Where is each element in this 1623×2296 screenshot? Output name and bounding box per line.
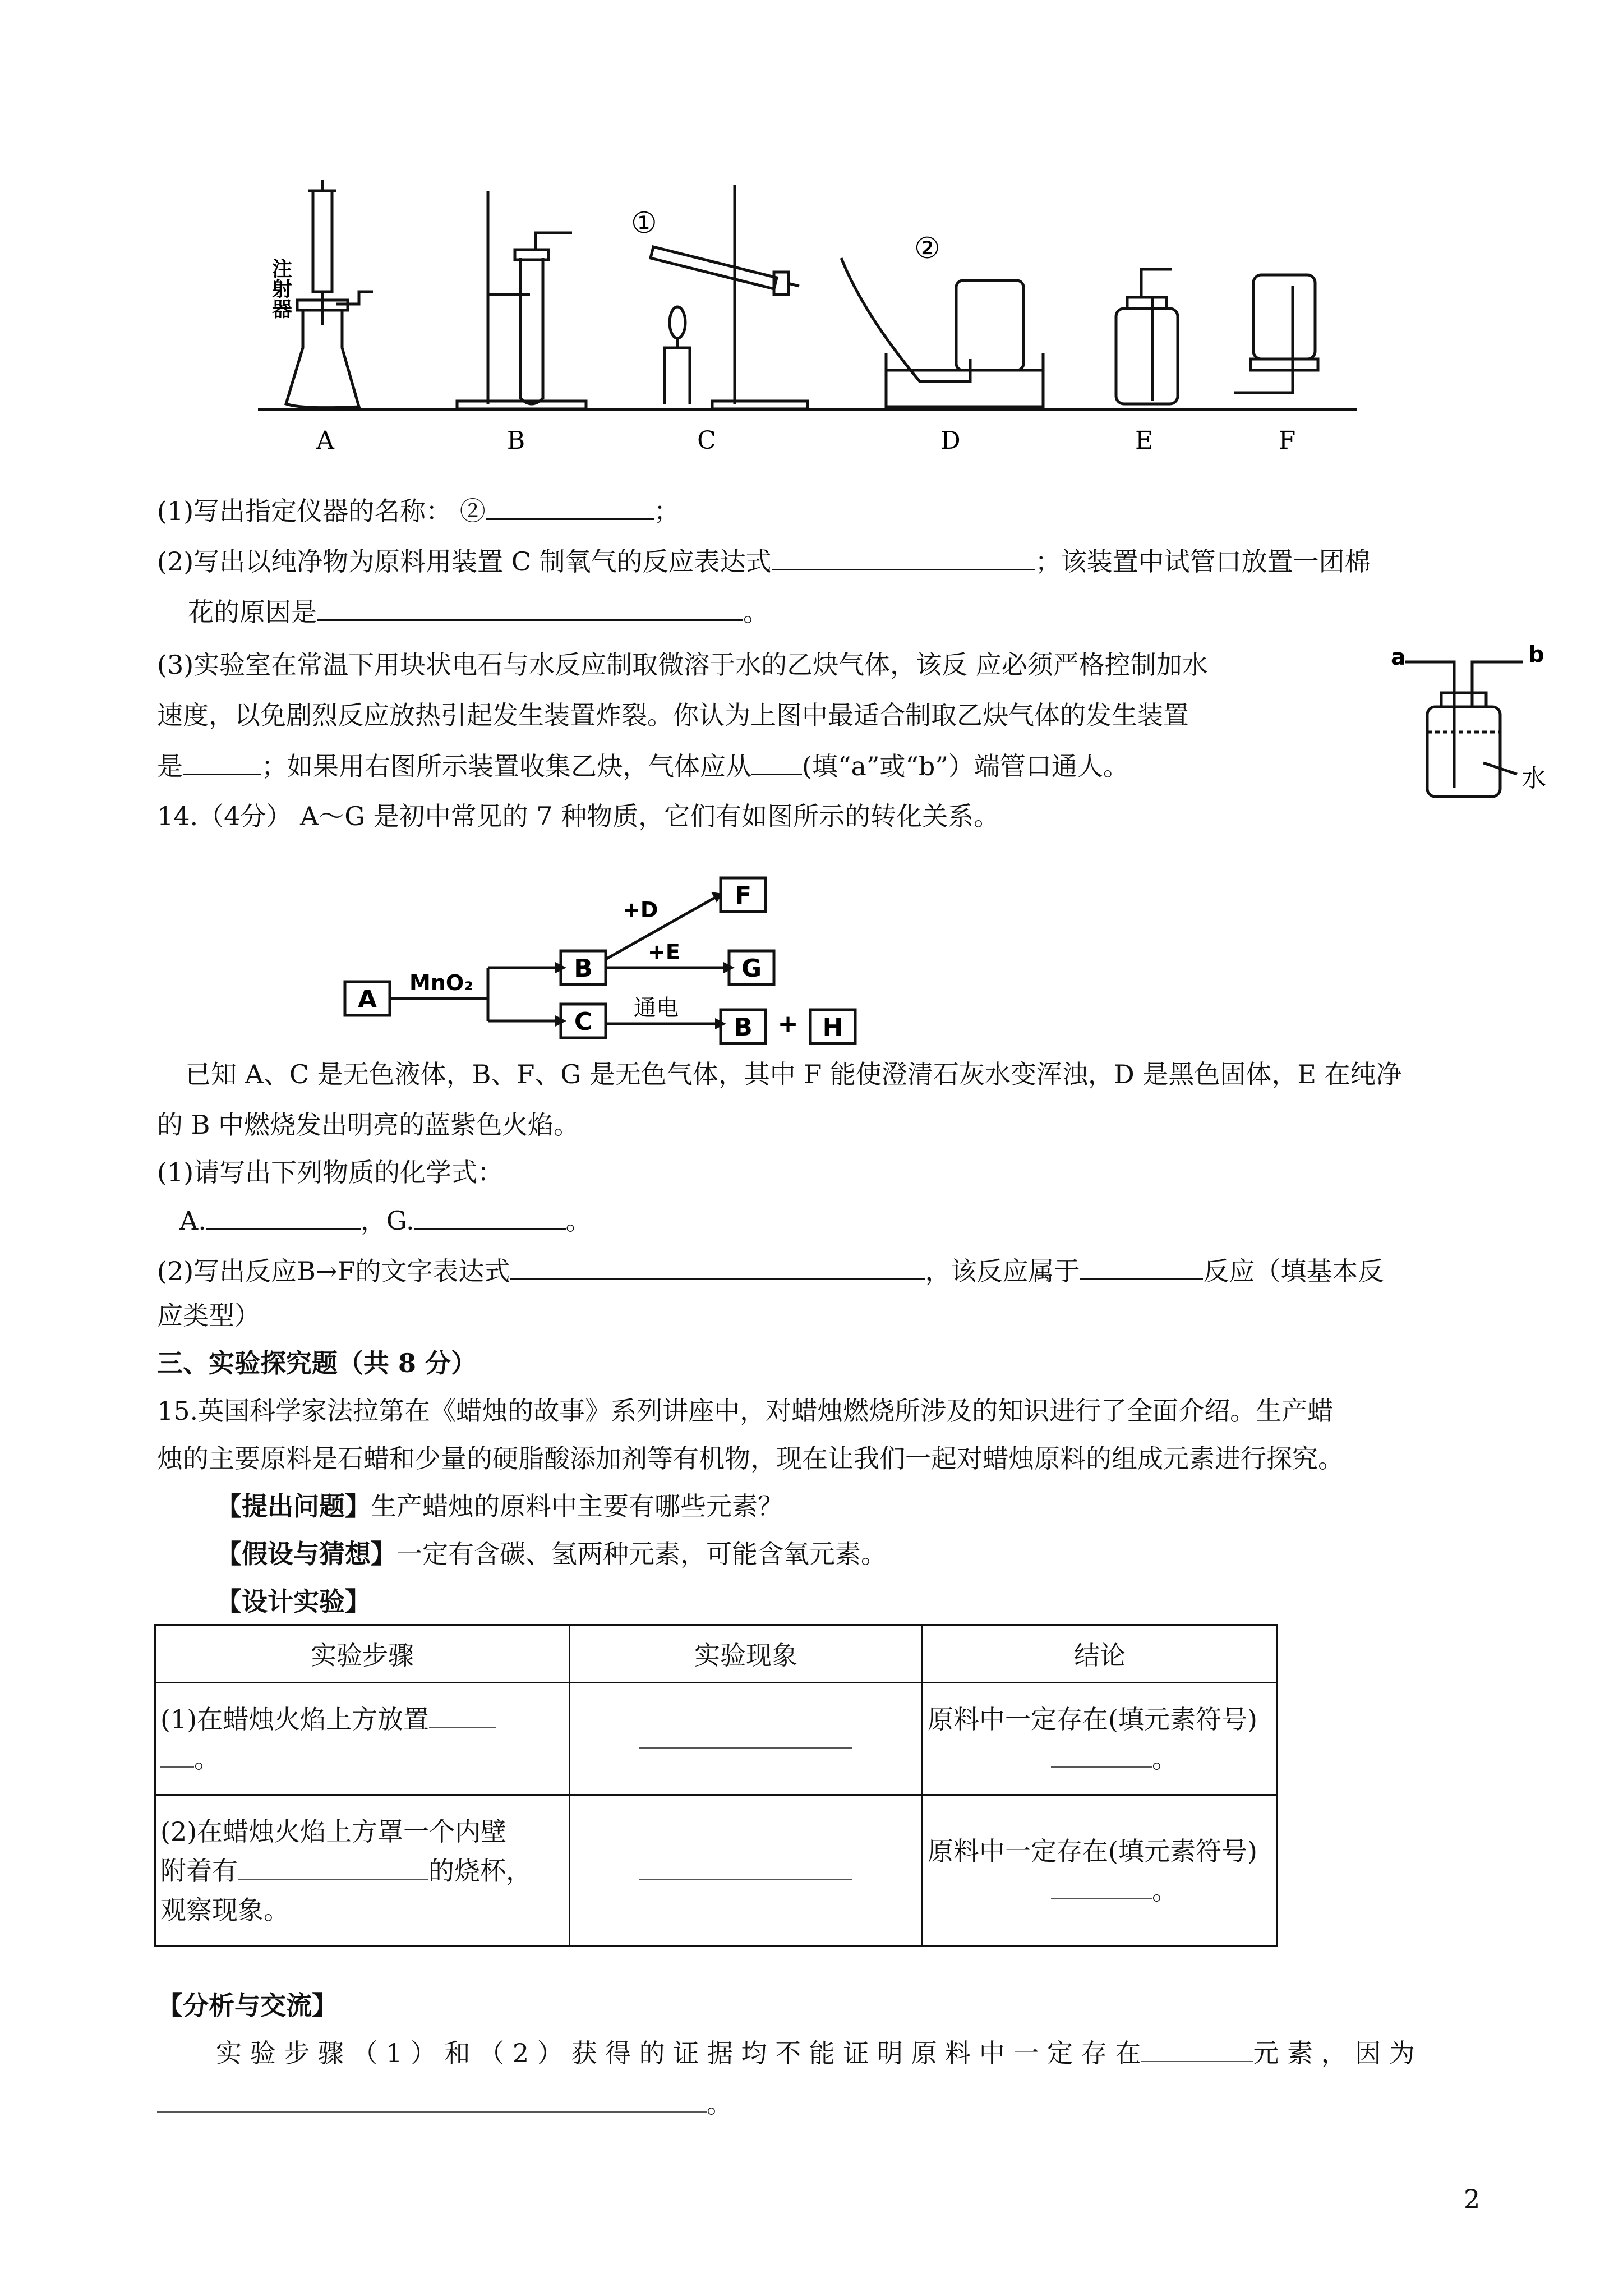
q13-blank-5[interactable] xyxy=(751,749,802,775)
section-3-title: 三、实验探究题（共 8 分） xyxy=(157,1348,477,1378)
node-h: H xyxy=(822,1013,843,1042)
header-steps: 实验步骤 xyxy=(155,1625,570,1683)
q13-blank-2[interactable] xyxy=(772,544,1035,570)
node-a: A xyxy=(357,985,377,1014)
page-number: 2 xyxy=(1464,2184,1481,2214)
table-header-row xyxy=(155,1625,1278,1683)
q14-known-2: 的 B 中燃烧发出明亮的蓝紫色火焰。 xyxy=(157,1110,580,1140)
row2-step-blank[interactable] xyxy=(238,1854,428,1880)
node-c: C xyxy=(574,1007,593,1036)
q14-intro: 14.（4分） A～G 是初中常见的 7 种物质，它们有如图所示的转化关系。 xyxy=(157,801,1000,831)
collection-bottle-figure xyxy=(1388,639,1567,808)
apparatus-label-d: D xyxy=(940,426,961,455)
apparatus-label-c: C xyxy=(697,426,716,455)
catalyst-label: MnO₂ xyxy=(409,970,473,995)
q14-blank-g[interactable] xyxy=(414,1203,566,1230)
row2-phenomenon-blank[interactable] xyxy=(639,1855,852,1880)
node-b2: B xyxy=(734,1013,753,1042)
q15-intro-2: 烛的主要原料是石蜡和少量的硬脂酸添加剂等有机物，现在让我们一起对蜡烛原料的组成元素进行探究。 xyxy=(157,1443,1344,1474)
q14-known-1: 已知 A、C 是无色液体，B、F、G 是无色气体，其中 F 能使澄清石灰水变浑浊，D 是黑色固体，E 在纯净 xyxy=(185,1059,1402,1089)
bottle-label-b: b xyxy=(1528,642,1544,668)
q13-blank-3[interactable] xyxy=(317,595,743,621)
q15-design-tag: 【设计实验】 xyxy=(216,1586,371,1617)
apparatus-label-e: E xyxy=(1135,426,1154,455)
apparatus-label-f: F xyxy=(1278,426,1296,455)
analysis-blank-reason[interactable] xyxy=(157,2087,707,2113)
q14-blank-a[interactable] xyxy=(206,1203,361,1230)
q14-part1-answers: A. ，G. 。 xyxy=(179,1203,592,1237)
bottle-label-a: a xyxy=(1391,645,1406,670)
analysis-line-1: 实 验 步 骤 （ 1 ） 和 （ 2 ） 获 得 的 证 据 均 不 能 证 明 原 料 中 一 定 存 在 元 素 ， 因 为 xyxy=(216,2036,1415,2070)
row1-step: (1)在蜡烛火焰上方放置 。 xyxy=(155,1683,570,1795)
analysis-blank-element[interactable] xyxy=(1141,2036,1253,2062)
q13-part2b: 花的原因是 。 xyxy=(188,595,769,629)
plus-e-label: +E xyxy=(648,940,680,964)
bottle-label-water: 水 xyxy=(1521,764,1546,793)
row1-phenomenon xyxy=(570,1683,923,1795)
q14-part2b: 应类型） xyxy=(157,1300,260,1331)
plus-sign: + xyxy=(777,1010,799,1038)
q14-part2a: (2)写出反应B→F的文字表达式 ，该反应属于 反应（填基本反 xyxy=(157,1254,1384,1288)
row1-phenomenon-blank[interactable] xyxy=(639,1723,852,1749)
q14-blank-expression[interactable] xyxy=(510,1254,925,1280)
analysis-line-2: 。 xyxy=(157,2087,732,2120)
row1-conclusion-blank[interactable] xyxy=(1051,1742,1152,1768)
table-row xyxy=(155,1795,1278,1947)
plus-d-label: +D xyxy=(623,898,658,922)
node-f: F xyxy=(734,881,752,910)
q13-part2a: (2)写出以纯净物为原料用装置 C 制氧气的反应表达式 ；该装置中试管口放置一团棉 xyxy=(157,544,1371,578)
q14-blank-type[interactable] xyxy=(1080,1254,1203,1280)
q13-blank-1[interactable] xyxy=(486,494,654,520)
experiment-table xyxy=(154,1624,1278,1947)
conversion-diagram xyxy=(331,867,869,1057)
row1-conclusion: 原料中一定存在(填元素符号) 。 xyxy=(923,1683,1278,1795)
electrolysis-label: 通电 xyxy=(634,995,679,1021)
node-g: G xyxy=(741,954,762,983)
analysis-tag: 【分析与交流】 xyxy=(157,1990,338,2021)
header-phenomena: 实验现象 xyxy=(570,1625,923,1683)
apparatus-label-a: A xyxy=(316,426,334,455)
apparatus-label-b: B xyxy=(506,426,525,455)
row1-step-blank-a[interactable] xyxy=(429,1703,496,1728)
row2-conclusion-blank[interactable] xyxy=(1051,1874,1152,1899)
q14-part1: (1)请写出下列物质的化学式： xyxy=(157,1157,504,1188)
marker-1: ① xyxy=(631,206,657,240)
row2-step: (2)在蜡烛火焰上方罩一个内壁 附着有 的烧杯， 观察现象。 xyxy=(155,1795,570,1947)
apparatus-figure xyxy=(247,180,1368,471)
q13-part3b: 速度，以免剧烈反应放热引起发生装置炸裂。你认为上图中最适合制取乙炔气体的发生装置 xyxy=(157,700,1189,730)
q13-part3c: 是 ；如果用右图所示装置收集乙炔，气体应从 (填“a”或“b”）端管口通人。 xyxy=(157,749,1129,783)
q15-intro-1: 15.英国科学家法拉第在《蜡烛的故事》系列讲座中，对蜡烛燃烧所涉及的知识进行了全面介绍。生产蜡 xyxy=(157,1396,1334,1426)
table-row xyxy=(155,1683,1278,1795)
header-conclusion: 结论 xyxy=(923,1625,1278,1683)
marker-2: ② xyxy=(914,232,940,265)
syringe-label: 注射器 xyxy=(269,258,292,319)
q13-part3a: (3)实验室在常温下用块状电石与水反应制取微溶于水的乙炔气体，该反 应必须严格控制加水 xyxy=(157,650,1208,680)
row2-conclusion: 原料中一定存在(填元素符号) 。 xyxy=(923,1795,1278,1947)
row2-phenomenon xyxy=(570,1795,923,1947)
q13-part1: (1)写出指定仪器的名称： ② ； xyxy=(157,494,680,528)
row1-step-blank-b[interactable] xyxy=(160,1742,194,1768)
q13-blank-4[interactable] xyxy=(183,749,261,775)
q15-hypothesis: 【假设与猜想】一定有含碳、氢两种元素，可能含氧元素。 xyxy=(216,1539,887,1569)
node-b: B xyxy=(574,954,593,983)
q15-ask: 【提出问题】生产蜡烛的原料中主要有哪些元素？ xyxy=(216,1491,783,1521)
